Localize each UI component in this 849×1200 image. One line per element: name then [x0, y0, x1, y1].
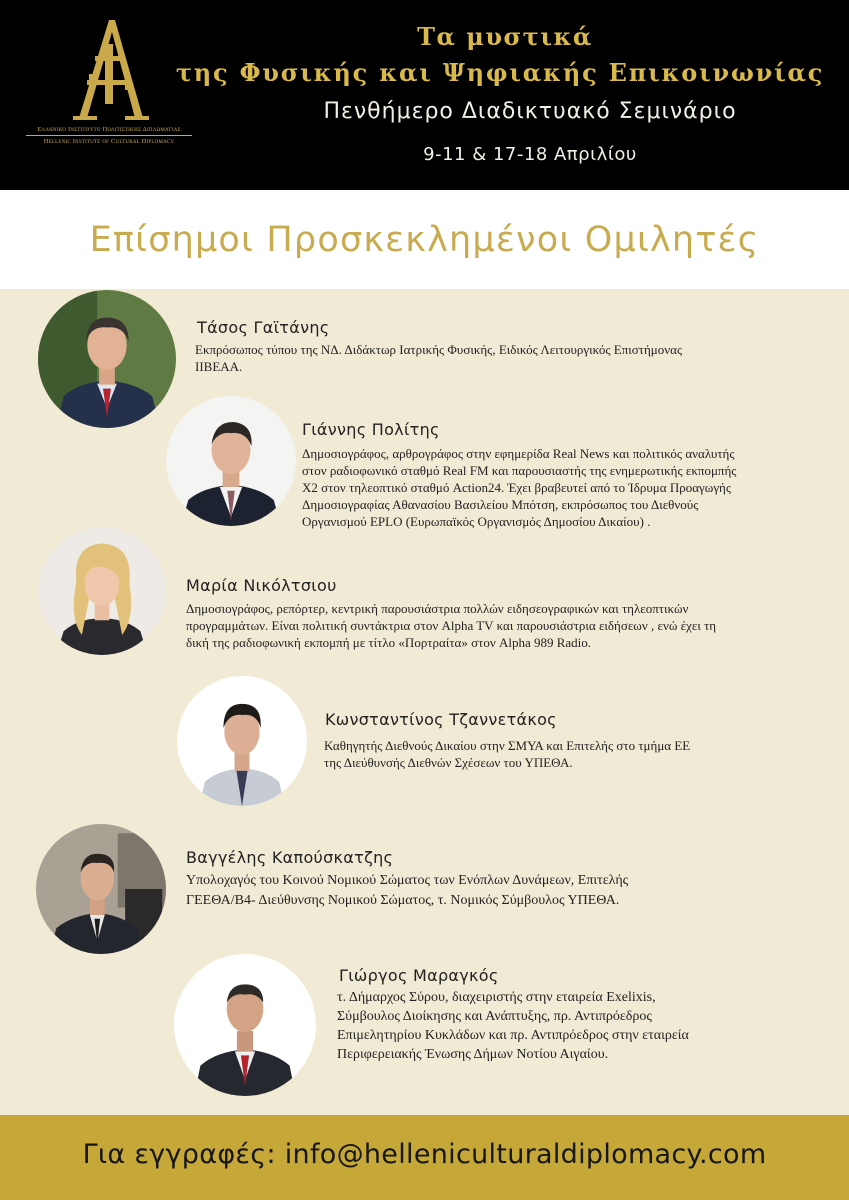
bio-line: Δημοσιογράφος, ρεπόρτερ, κεντρική παρουσιάστρια πολλών ειδησεογραφικών και τηλεοπτικών — [186, 601, 689, 616]
speaker-name-2: Γιάννης Πολίτης — [302, 420, 440, 439]
bio-line: Χ2 στον τηλεοπτικό σταθμό Action24. Έχει βραβευτεί από το Ίδρυμα Προαγωγής — [302, 480, 732, 495]
speaker-bio-3 — [186, 600, 716, 651]
logo-divider — [26, 135, 192, 136]
speaker-name-3: Μαρία Νικόλτσιου — [186, 576, 337, 595]
speaker-name-5: Βαγγέλης Καπούσκατζης — [186, 848, 394, 867]
speaker-bio-2 — [302, 445, 736, 530]
logo-name-english: Hellenic Institute of Cultural Diplomacy — [43, 138, 175, 145]
bio-line: της Διεύθυνσής Διεθνών Σχέσεων του ΥΠΕΘΑ. — [324, 755, 573, 770]
bio-line: Δημοσιογραφίας Αθανασίου Βασιλείου Μπότση, εκπρόσωπος του Διεθνούς — [302, 497, 699, 512]
bio-line: Επιμελητηρίου Κυκλάδων και πρ. Αντιπρόεδρος στην εταιρεία — [337, 1028, 689, 1043]
speaker-name-4: Κωνσταντίνος Τζαννετάκος — [325, 710, 557, 729]
speaker-photo-4 — [177, 676, 307, 806]
speaker-photo-3 — [38, 527, 166, 655]
bio-line: ΙΙΒΕΑΑ. — [195, 359, 243, 374]
alpha-delta-logo-icon — [69, 18, 149, 122]
bio-line: τ. Δήμαρχος Σύρου, διαχειριστής στην εταιρεία Exelixis, — [337, 990, 656, 1005]
seminar-title-line1: Τα μυστικά — [417, 22, 593, 51]
speaker-bio-6 — [337, 988, 689, 1064]
speaker-name-1: Τάσος Γαϊτάνης — [197, 318, 330, 337]
bio-line: στον ραδιοφωνικό σταθμό Real FM και παρουσιαστής της ενημερωτικής εκπομπής — [302, 463, 737, 478]
bio-line: Σύμβουλος Διοίκησης και Ανάπτυξης, πρ. Αντιπρόεδρος — [337, 1009, 652, 1024]
section-title-band — [0, 190, 849, 289]
bio-line: Εκπρόσωπος τύπου της ΝΔ. Διδάκτωρ Ιατρικής Φυσικής, Ειδικός Λειτουργικός Επιστήμονας — [195, 342, 683, 357]
seminar-title-line2: της Φυσικής και Ψηφιακής Επικοινωνίας — [175, 58, 825, 87]
bio-line: Περιφερειακής Ένωσης Δήμων Νοτίου Αιγαίου. — [337, 1047, 609, 1062]
speaker-bio-4 — [324, 737, 690, 771]
speaker-photo-2 — [166, 396, 296, 526]
speaker-photo-1 — [38, 290, 176, 428]
seminar-subtitle: Πενθήμερο Διαδικτυακό Σεμινάριο — [323, 99, 737, 124]
bio-line: Καθηγητής Διεθνούς Δικαίου στην ΣΜΥΑ και Επιτελής στο τμήμα ΕΕ — [324, 738, 691, 753]
section-title: Επίσημοι Προσκεκλημένοι Ομιλητές — [89, 220, 760, 260]
header-banner — [0, 0, 849, 190]
registration-footer — [0, 1115, 849, 1200]
speaker-bio-1 — [195, 341, 682, 375]
institute-logo — [14, 14, 204, 174]
speaker-photo-6 — [174, 954, 316, 1096]
bio-line: Οργανισμού EPLO (Ευρωπαϊκός Οργανισμός Δημοσίου Δικαίου) . — [302, 514, 651, 529]
speaker-photo-5 — [36, 824, 166, 954]
bio-line: προγραμμάτων. Είναι πολιτική συντάκτρια στον Alpha TV και παρουσιάστρια ειδήσεων , ενώ έχει τη — [186, 618, 717, 633]
speaker-name-6: Γιώργος Μαραγκός — [339, 966, 499, 985]
seminar-dates: 9-11 & 17-18 Απριλίου — [423, 144, 637, 165]
bio-line: δική της ραδιοφωνική εκπομπή με τίτλο «Πορτραίτα» στον Alpha 989 Radio. — [186, 635, 592, 650]
registration-email-link[interactable]: Για εγγραφές: info@helleniculturaldiplomacy.com — [82, 1139, 767, 1170]
bio-line: Δημοσιογράφος, αρθρογράφος στην εφημερίδα Real News και πολιτικός αναλυτής — [302, 446, 735, 461]
bio-line: Υπολοχαγός του Κοινού Νομικού Σώματος των Ενόπλων Δυνάμεων, Επιτελής — [186, 873, 629, 888]
speaker-bio-5 — [186, 871, 628, 911]
bio-line: ΓΕΕΘΑ/Β4- Διεύθυνσης Νομικού Σώματος, τ. Νομικός Σύμβουλος ΥΠΕΘΑ. — [186, 893, 620, 908]
logo-name-greek: Ελληνικό Ινστιτούτο Πολιτιστικής Διπλωματίας — [37, 126, 181, 133]
